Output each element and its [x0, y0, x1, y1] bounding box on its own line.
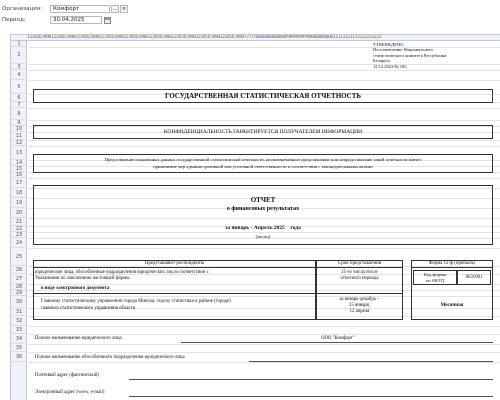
okud-label-line1: Код формы: [424, 272, 446, 277]
confidentiality-text: КОНФИДЕНЦИАЛЬНОСТЬ ГАРАНТИРУЕТСЯ ПОЛУЧАТЕЛЕМ ИНФОРМАЦИИ: [163, 129, 363, 135]
organization-select-button[interactable]: ...: [112, 6, 118, 12]
row-gridline: [28, 146, 500, 147]
row-gridline: [28, 334, 500, 335]
row-number[interactable]: 18: [11, 188, 27, 198]
email-underline[interactable]: [129, 396, 493, 397]
approval-block: [373, 42, 497, 69]
row-number[interactable]: 6: [11, 94, 27, 102]
row-number[interactable]: 20: [11, 208, 27, 218]
row-number[interactable]: 14: [11, 160, 27, 166]
row-number[interactable]: 26: [11, 266, 27, 274]
row-number[interactable]: 10: [11, 126, 27, 132]
row-number[interactable]: 9: [11, 120, 27, 126]
okud-code: 0631001: [465, 275, 483, 280]
row-gridline: [28, 120, 500, 121]
organization-filter: [2, 4, 128, 14]
row-number[interactable]: 3: [11, 64, 27, 70]
row-number[interactable]: 5: [11, 80, 27, 94]
row-number[interactable]: 33: [11, 326, 27, 334]
row-gridline: [28, 70, 500, 71]
row-gridline: [28, 326, 500, 327]
row-number[interactable]: 21: [11, 218, 27, 226]
row-number[interactable]: 13: [11, 146, 27, 160]
row-number[interactable]: 25: [11, 248, 27, 266]
row-number[interactable]: 15: [11, 166, 27, 172]
row-number[interactable]: 17: [11, 178, 27, 188]
deadline-text: [316, 270, 403, 282]
row-header: [11, 41, 27, 400]
row-number[interactable]: 23: [11, 232, 27, 238]
row-number[interactable]: 31: [11, 308, 27, 316]
respondents-text: [35, 270, 315, 282]
row-number[interactable]: 36: [11, 352, 27, 362]
row-gridline: [28, 178, 500, 179]
row-number[interactable]: 34: [11, 334, 27, 344]
row-number[interactable]: 19: [11, 198, 27, 208]
row-number[interactable]: 28: [11, 284, 27, 290]
gov-report-title: ГОСУДАРСТВЕННАЯ СТАТИСТИЧЕСКАЯ ОТЧЕТНОСТЬ: [164, 92, 362, 100]
period-value: 30.04.2025: [53, 17, 85, 23]
row-gridline: [28, 80, 500, 81]
deadline2-line3: 12 апреля: [349, 309, 370, 314]
col-respondents-header: Представляют респонденты: [144, 261, 205, 266]
row-gridline: [28, 140, 500, 141]
form-code-divider: [411, 267, 493, 268]
postal-address-label: Почтовый адрес (фактический): [35, 373, 99, 378]
okud-label-line2: по ОКУД: [425, 277, 445, 283]
report-title: ОТЧЕТ: [250, 196, 276, 204]
respondents-divider: [33, 293, 403, 294]
postal-address-underline[interactable]: [129, 379, 493, 380]
approval-line4: 15.12.2023 № 183: [373, 63, 407, 69]
form-code-header: Форма 12-ф (прибыль): [428, 261, 476, 266]
row-gridline: [28, 344, 500, 345]
approval-line3: Беларусь: [373, 58, 391, 64]
warning-line1: Представление искаженных данных государственной статистической отчетности, несвоевременное представление или непредставление такой отчетности влечет: [104, 157, 422, 162]
row-number[interactable]: 27: [11, 274, 27, 284]
recipient-text: [41, 299, 313, 312]
okud-label: [413, 272, 457, 283]
row-gridline: [28, 352, 500, 353]
org-name-underline: [181, 342, 493, 343]
org-name-label: Полное наименование юридического лица: [35, 336, 122, 341]
period-filter: [2, 15, 111, 25]
deadline2-line1: за январь-декабрь –: [339, 297, 380, 302]
respondents-line2: Указаниями по заполнению настоящей формы: [35, 276, 130, 281]
frequency-text: Месячная: [440, 303, 464, 308]
column-header: 123456789012345678901234567890123456789012345678901234567890123456789012345678901234567890777778888888888889999999999000000000011111111112222222222: [11, 35, 500, 41]
approval-line1: Постановление Национального: [373, 47, 434, 53]
row-number[interactable]: 7: [11, 102, 27, 108]
respondents-line1: юридические лица, обособленные подразделения юридических лиц в соответствии с: [35, 270, 209, 275]
deadline-line2: отчетного периода: [340, 276, 379, 281]
row-number[interactable]: 1: [11, 41, 27, 47]
row-gridline: [28, 108, 500, 109]
deadline2-line2: 25 января,: [349, 303, 370, 308]
row-number[interactable]: 35: [11, 344, 27, 352]
row-gridline: [28, 248, 500, 249]
branch-name-label: Полное наименование обособленного подразделения юридического лица: [35, 355, 185, 360]
row-number[interactable]: 29: [11, 290, 27, 296]
row-number[interactable]: 4: [11, 70, 27, 80]
calendar-icon[interactable]: [104, 17, 111, 24]
branch-name-underline[interactable]: [249, 361, 493, 362]
report-period: за январь - Апрель 2025 года: [225, 225, 301, 231]
row-gridline: [28, 362, 500, 363]
electronic-doc-text: в виде электронного документа: [41, 286, 110, 291]
email-label: Электронный адрес (www, e-mail): [35, 390, 105, 395]
org-name-value[interactable]: ООО "Комфорт": [321, 336, 355, 341]
organization-value: Комфорт: [53, 6, 80, 12]
report-subtitle: о финансовых результатах: [226, 206, 300, 212]
approval-title: УТВЕРЖДЕНО: [373, 42, 404, 47]
deadline2-text: [316, 297, 403, 315]
row-number[interactable]: 11: [11, 132, 27, 140]
row-number[interactable]: 30: [11, 296, 27, 308]
approval-line2: статистического комитета Республики: [373, 52, 447, 58]
deadline-line1: 25-го числа после: [341, 270, 378, 275]
period-input[interactable]: [50, 16, 102, 24]
row-number[interactable]: 2: [11, 47, 27, 64]
warning-line2: применение мер административной или уголовной ответственности в соответствии с законодательными актами: [153, 164, 373, 169]
recipient-line1: Главному статистическому управлению города Минска; отделу статистики в районе (городе): [41, 299, 231, 304]
row-number[interactable]: 32: [11, 316, 27, 326]
organization-label: Организация:: [2, 6, 43, 12]
period-label: Период:: [2, 17, 26, 23]
row-number[interactable]: 8: [11, 108, 27, 120]
row-number[interactable]: 24: [11, 238, 27, 248]
organization-input[interactable]: [50, 5, 110, 13]
row-number[interactable]: 16: [11, 172, 27, 178]
warning-text: [33, 156, 493, 170]
form-code-box: [411, 260, 493, 320]
row-number[interactable]: 12: [11, 140, 27, 146]
report-period-caption: (месяц): [255, 234, 271, 239]
recipient-line2: главного статистического управления области: [41, 305, 136, 311]
table-header-divider: [33, 267, 403, 268]
row-number[interactable]: 22: [11, 226, 27, 232]
organization-clear-button[interactable]: ×: [121, 6, 127, 12]
col-deadline-header: Срок представления: [337, 261, 382, 266]
report-spreadsheet[interactable]: [10, 34, 500, 400]
